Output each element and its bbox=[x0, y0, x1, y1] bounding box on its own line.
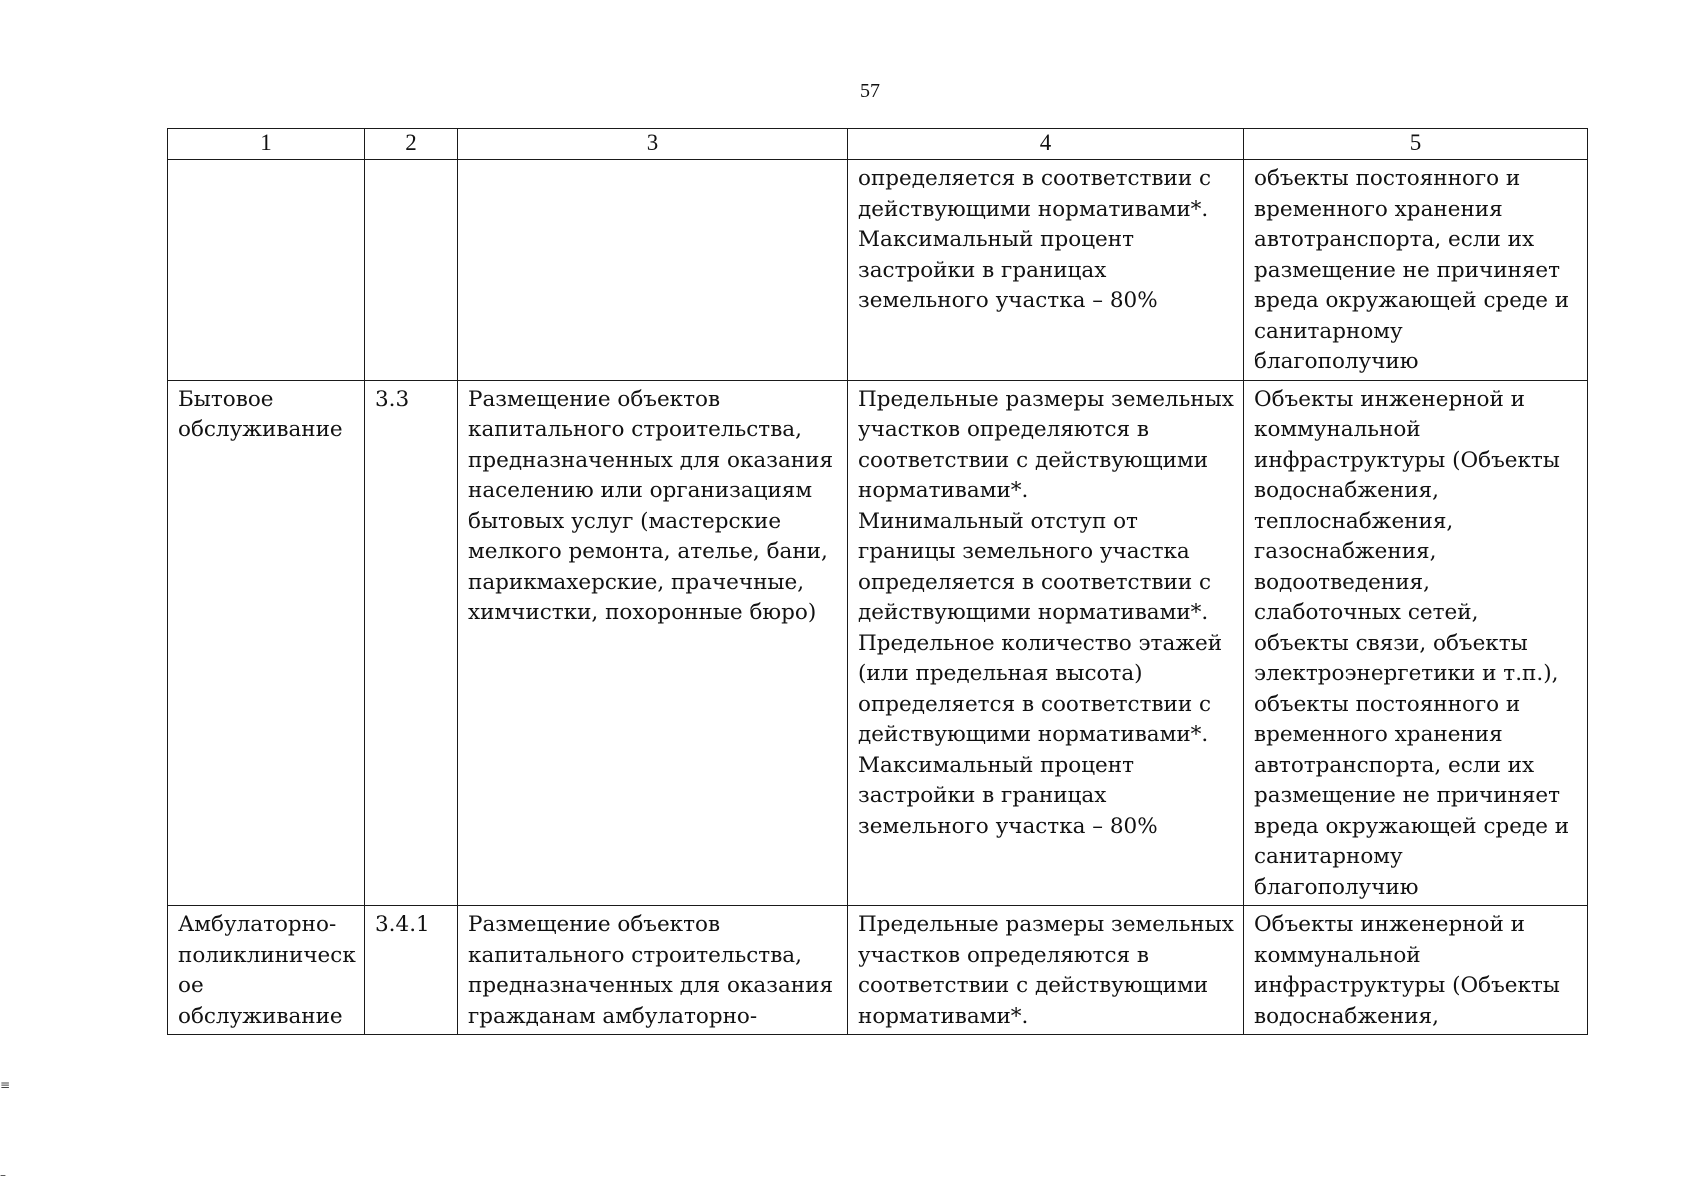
page-number: 57 bbox=[860, 80, 880, 102]
cell-auxiliary-uses bbox=[1244, 380, 1588, 906]
cell-code bbox=[365, 160, 458, 381]
column-header-1: 1 bbox=[168, 129, 365, 160]
cell-use-name bbox=[168, 906, 365, 1035]
scan-margin-mark: ≡ bbox=[0, 1078, 11, 1092]
table-row bbox=[168, 380, 1588, 906]
cell-description bbox=[458, 160, 848, 381]
cell-text: Амбулаторно- поликлиническ ое обслуживание bbox=[178, 912, 356, 1029]
cell-text: 3.4.1 bbox=[375, 912, 430, 937]
table-row bbox=[168, 160, 1588, 381]
column-header-4: 4 bbox=[848, 129, 1244, 160]
cell-use-name bbox=[168, 160, 365, 381]
table-header-row bbox=[168, 129, 1588, 160]
cell-text: 3.3 bbox=[375, 386, 410, 412]
column-header-5: 5 bbox=[1244, 129, 1588, 160]
cell-parameters bbox=[848, 380, 1244, 906]
cell-text: Размещение объектов капитального строительства, предназначенных для оказания гражданам амбулаторно- bbox=[468, 912, 834, 1029]
table-row bbox=[168, 906, 1588, 1035]
cell-parameters bbox=[848, 160, 1244, 381]
cell-text: Предельные размеры земельных участков определяются в соответствии с действующими нормативами*. bbox=[858, 912, 1234, 1029]
cell-text: Предельные размеры земельных участков определяются в соответствии с действующими нормативами*. Минимальный отступ от границы земельного участка определяется в соответствии с действующими нормативами*. Предельное количество этажей (или предельная высота) определяется в соответствии с действующими нормативами*. Максимальный процент застройки в границах земельного участка – 80% bbox=[858, 386, 1234, 839]
cell-description bbox=[458, 380, 848, 906]
cell-text: Объекты инженерной и коммунальной инфраструктуры (Объекты водоснабжения, теплоснабжения, газоснабжения, водоотведения, слаботочных сетей, объекты связи, объекты электроэнергетики и т.п.), объекты постоянного и временного хранения автотранспорта, если их размещение не причиняет вреда окружающей среде и санитарному благополучию bbox=[1254, 386, 1570, 900]
cell-auxiliary-uses bbox=[1244, 160, 1588, 381]
column-header-3: 3 bbox=[458, 129, 848, 160]
cell-text: определяется в соответствии с действующими нормативами*. Максимальный процент застройки в границах земельного участка – 80% bbox=[858, 166, 1212, 313]
column-header-2: 2 bbox=[365, 129, 458, 160]
cell-parameters bbox=[848, 906, 1244, 1035]
cell-text: Бытовое обслуживание bbox=[178, 386, 343, 442]
cell-text: Размещение объектов капитального строительства, предназначенных для оказания населению или организациям бытовых услуг (мастерские мелкого ремонта, ателье, бани, парикмахерские, прачечные, химчистки, похоронные бюро) bbox=[468, 386, 834, 625]
cell-text: объекты постоянного и временного хранения автотранспорта, если их размещение не причиняет вреда окружающей среде и санитарному благополучию bbox=[1254, 166, 1570, 374]
cell-text: Объекты инженерной и коммунальной инфраструктуры (Объекты водоснабжения, bbox=[1254, 912, 1560, 1029]
land-use-table bbox=[167, 128, 1588, 1035]
cell-code bbox=[365, 380, 458, 906]
cell-auxiliary-uses bbox=[1244, 906, 1588, 1035]
cell-code bbox=[365, 906, 458, 1035]
scan-margin-mark: – bbox=[0, 1168, 6, 1182]
cell-description bbox=[458, 906, 848, 1035]
cell-use-name bbox=[168, 380, 365, 906]
